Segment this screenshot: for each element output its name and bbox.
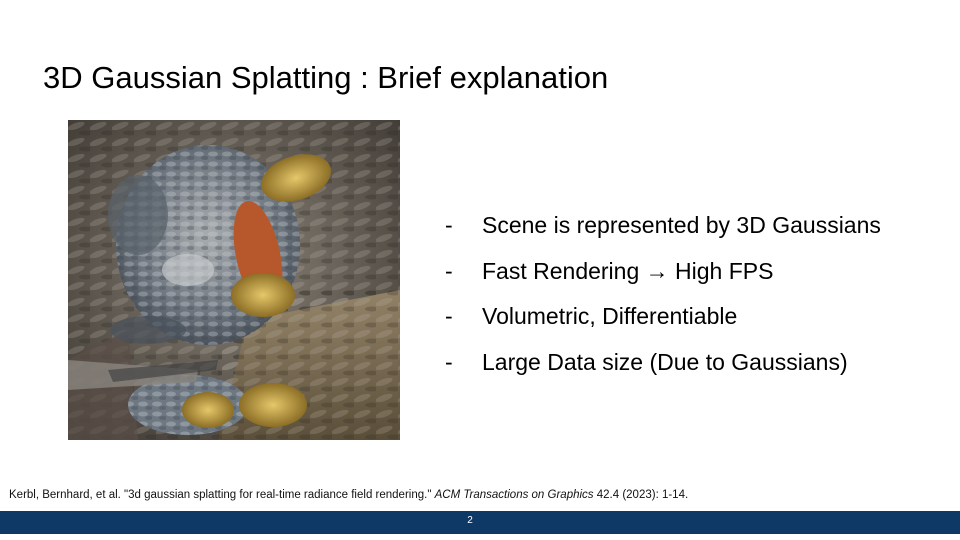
bullet-text: Fast Rendering → High FPS [482,257,774,284]
gaussian-splat-render-image [68,120,400,440]
citation-journal: ACM Transactions on Graphics [434,489,594,501]
footer-bar [0,511,960,534]
bullet-item [445,298,881,334]
bullet-marker: - [445,257,453,284]
citation-details: 42.4 (2023): 1-14. [596,489,689,501]
citation [9,488,688,502]
bullet-marker: - [445,348,453,375]
bullet-item [445,207,881,243]
citation-authors-title: Kerbl, Bernhard, et al. "3d gaussian splatting for real-time radiance field rendering." [9,489,432,501]
bullet-text: Large Data size (Due to Gaussians) [482,348,848,375]
bullet-marker: - [445,212,453,238]
bullet-item [445,253,881,289]
bullet-item [445,344,881,380]
slide-title: 3D Gaussian Splatting : Brief explanation [43,60,609,95]
bullet-marker: - [445,303,453,329]
bullet-text: Volumetric, Differentiable [482,303,738,329]
page-number: 2 [467,515,473,526]
bullet-text: Scene is represented by 3D Gaussians [482,212,881,238]
bullet-list [445,207,881,389]
